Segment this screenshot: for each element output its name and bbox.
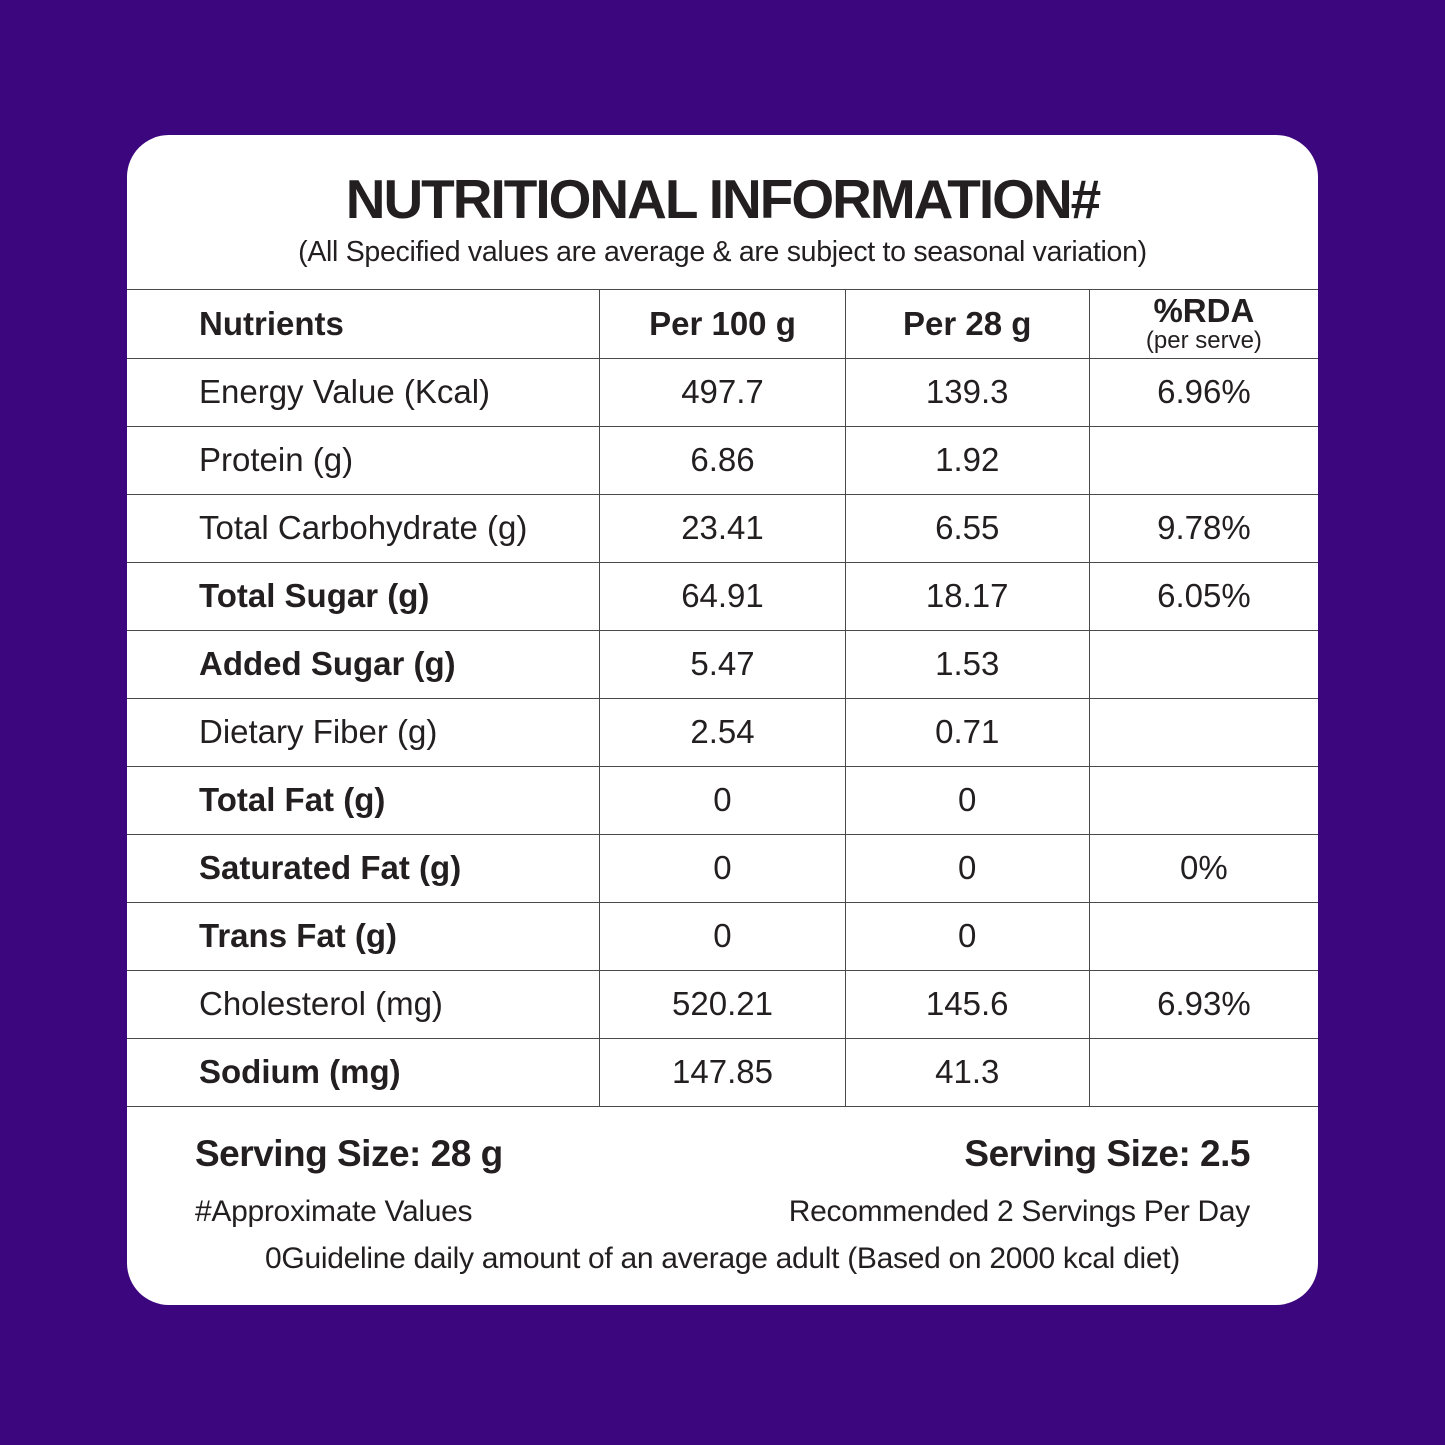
table-row — [127, 970, 1318, 1038]
recommended-servings-note: Recommended 2 Servings Per Day — [788, 1194, 1250, 1228]
rda-cell — [1089, 630, 1318, 698]
per100-cell: 6.86 — [600, 426, 845, 494]
per28-cell: 1.92 — [845, 426, 1089, 494]
nutrient-cell: Saturated Fat (g) — [127, 834, 600, 902]
rda-cell — [1089, 698, 1318, 766]
serving-size-count: Serving Size: 2.5 — [964, 1132, 1250, 1174]
per100-cell: 2.54 — [600, 698, 845, 766]
per28-cell: 0.71 — [845, 698, 1089, 766]
per28-cell: 145.6 — [845, 970, 1089, 1038]
per100-cell: 23.41 — [600, 494, 845, 562]
nutrient-cell: Total Carbohydrate (g) — [127, 494, 600, 562]
column-header-nutrients: Nutrients — [127, 289, 600, 358]
table-row — [127, 426, 1318, 494]
per28-cell: 41.3 — [845, 1038, 1089, 1106]
serving-size-grams: Serving Size: 28 g — [195, 1132, 503, 1174]
table-header-row — [127, 289, 1318, 358]
per100-cell: 147.85 — [600, 1038, 845, 1106]
nutrient-cell: Sodium (mg) — [127, 1038, 600, 1106]
table-row — [127, 358, 1318, 426]
per28-cell: 0 — [845, 834, 1089, 902]
footnote-row — [195, 1195, 1250, 1229]
per100-cell: 64.91 — [600, 562, 845, 630]
per28-cell: 0 — [845, 766, 1089, 834]
table-row — [127, 562, 1318, 630]
page-subtitle: (All Specified values are average & are subject to seasonal variation) — [298, 235, 1147, 268]
table-row — [127, 902, 1318, 970]
nutrient-cell: Total Fat (g) — [127, 766, 600, 834]
rda-cell — [1089, 902, 1318, 970]
nutrition-label-card — [127, 135, 1318, 1305]
per100-cell: 0 — [600, 766, 845, 834]
column-header-per-100g: Per 100 g — [600, 289, 845, 358]
per100-cell: 520.21 — [600, 970, 845, 1038]
rda-cell — [1089, 766, 1318, 834]
rda-cell: 9.78% — [1089, 494, 1318, 562]
nutrient-cell: Cholesterol (mg) — [127, 970, 600, 1038]
nutrition-table — [127, 289, 1318, 1107]
table-row — [127, 766, 1318, 834]
guideline-note: 0Guideline daily amount of an average adult (Based on 2000 kcal diet) — [265, 1241, 1180, 1275]
nutrient-cell: Dietary Fiber (g) — [127, 698, 600, 766]
page-title: NUTRITIONAL INFORMATION# — [345, 168, 1100, 230]
rda-cell: 6.05% — [1089, 562, 1318, 630]
per28-cell: 0 — [845, 902, 1089, 970]
table-row — [127, 834, 1318, 902]
nutrient-cell: Energy Value (Kcal) — [127, 358, 600, 426]
rda-cell: 6.93% — [1089, 970, 1318, 1038]
serving-size-row — [195, 1133, 1250, 1175]
per100-cell: 497.7 — [600, 358, 845, 426]
per28-cell: 18.17 — [845, 562, 1089, 630]
column-header-per-28g: Per 28 g — [845, 289, 1089, 358]
table-row — [127, 698, 1318, 766]
per100-cell: 0 — [600, 902, 845, 970]
rda-header-subnote: (per serve) — [1145, 327, 1262, 354]
column-header-rda — [1089, 289, 1318, 358]
per28-cell: 6.55 — [845, 494, 1089, 562]
per100-cell: 5.47 — [600, 630, 845, 698]
label-footer — [127, 1133, 1318, 1276]
approximate-values-note: #Approximate Values — [195, 1194, 473, 1228]
per100-cell: 0 — [600, 834, 845, 902]
table-row — [127, 1038, 1318, 1106]
nutrient-cell: Total Sugar (g) — [127, 562, 600, 630]
nutrient-cell: Added Sugar (g) — [127, 630, 600, 698]
rda-cell — [1089, 1038, 1318, 1106]
table-row — [127, 630, 1318, 698]
rda-cell — [1089, 426, 1318, 494]
per28-cell: 139.3 — [845, 358, 1089, 426]
rda-cell: 6.96% — [1089, 358, 1318, 426]
per28-cell: 1.53 — [845, 630, 1089, 698]
rda-cell: 0% — [1089, 834, 1318, 902]
nutrient-cell: Trans Fat (g) — [127, 902, 600, 970]
rda-header-label: %RDA — [1153, 292, 1255, 329]
nutrient-cell: Protein (g) — [127, 426, 600, 494]
table-row — [127, 494, 1318, 562]
